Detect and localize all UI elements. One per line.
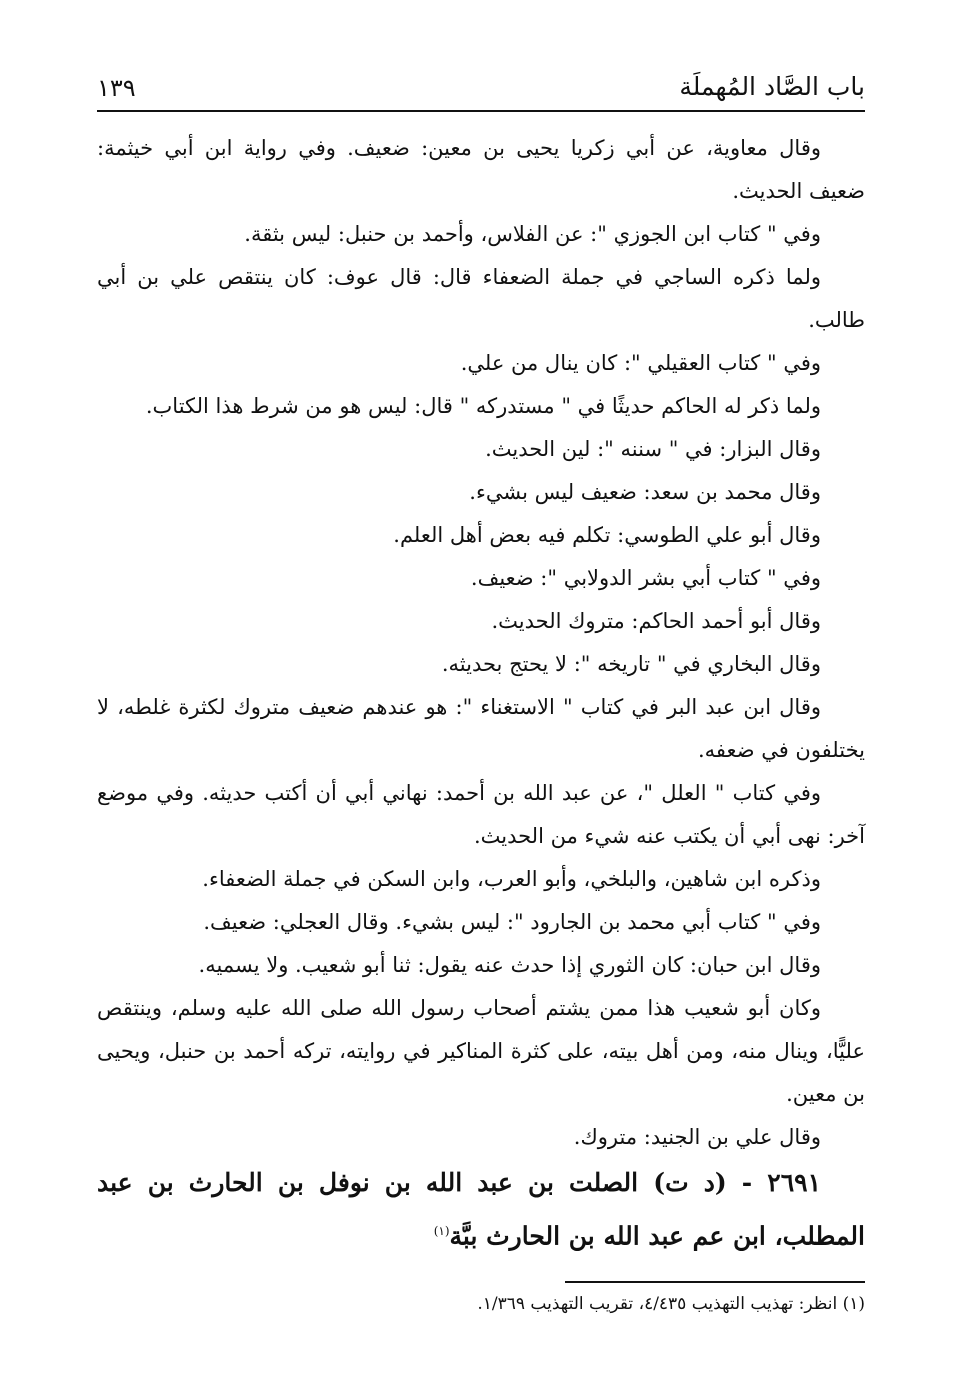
text-paragraph: وفي كتاب " العلل "، عن عبد الله بن أحمد: نهاني أبي أن أكتب حديثه. وفي موضع آخر: نهى أبي أن يكتب عنه شيء من الحديث. bbox=[97, 781, 865, 848]
entry-heading-text: ٢٦٩١ - (د ت) الصلت بن عبد الله بن نوفل بن الحارث بن عبد المطلب، ابن عم عبد الله بن الحارث ببَّة bbox=[97, 1168, 865, 1251]
entry-heading bbox=[97, 1159, 865, 1260]
text-paragraph: وفي " كتاب العقيلي ": كان ينال من علي. bbox=[460, 351, 821, 375]
text-paragraph: وقال أبو أحمد الحاكم: متروك الحديث. bbox=[491, 609, 821, 633]
text-paragraph: وقال البزار: في " سننه ": لين الحديث. bbox=[485, 437, 821, 461]
text-paragraph: وقال علي بن الجنيد: متروك. bbox=[573, 1125, 821, 1149]
text-paragraph: ولما ذكره الساجي في جملة الضعفاء قال: قال عوف: كان ينتقص علي بن أبي طالب. bbox=[97, 265, 865, 332]
header-rule bbox=[97, 110, 865, 112]
text-paragraph: وقال ابن حبان: كان الثوري إذا حدث عنه يقول: ثنا أبو شعيب. ولا يسميه. bbox=[198, 953, 821, 977]
text-paragraph: وفي " كتاب ابن الجوزي ": عن الفلاس، وأحمد بن حنبل: ليس بثقة. bbox=[244, 222, 821, 246]
text-paragraph: وذكره ابن شاهين، والبلخي، وأبو العرب، وابن السكن في جملة الضعفاء. bbox=[202, 867, 821, 891]
footnote-reference[interactable]: (١) bbox=[433, 1224, 450, 1238]
text-paragraph: وكان أبو شعيب هذا ممن يشتم أصحاب رسول الله صلى الله عليه وسلم، وينتقص عليًّا، وينال منه، ومن أهل بيته، على كثرة المناكير في روايته، تركه أحمد بن حنبل، ويحيى بن معين. bbox=[97, 996, 865, 1106]
footnote: (١) انظر: تهذيب التهذيب ٤/٤٣٥، تقريب التهذيب ١/٣٦٩. bbox=[477, 1294, 865, 1314]
page-number: ١٣٩ bbox=[97, 74, 136, 102]
text-paragraph: وقال ابن عبد البر في كتاب " الاستغناء ": هو عندهم ضعيف متروك لكثرة غلطه، لا يختلفون في ضعفه. bbox=[97, 695, 865, 762]
main-text bbox=[97, 127, 865, 1260]
text-paragraph: وقال محمد بن سعد: ضعيف ليس بشيء. bbox=[469, 480, 821, 504]
chapter-title: باب الصَّاد المُهملَة bbox=[679, 72, 865, 101]
text-paragraph: وقال أبو علي الطوسي: تكلم فيه بعض أهل العلم. bbox=[393, 523, 821, 547]
footnote-rule bbox=[565, 1281, 865, 1283]
text-paragraph: ولما ذكر له الحاكم حديثًا في " مستدركه " قال: ليس هو من شرط هذا الكتاب. bbox=[145, 394, 821, 418]
text-paragraph: وقال معاوية، عن أبي زكريا يحيى بن معين: ضعيف. وفي رواية ابن أبي خيثمة: ضعيف الحديث. bbox=[97, 136, 865, 203]
text-paragraph: وقال البخاري في " تاريخه ": لا يحتج بحديثه. bbox=[441, 652, 821, 676]
text-paragraph: وفي " كتاب أبي بشر الدولابي ": ضعيف. bbox=[470, 566, 821, 590]
text-paragraph: وفي " كتاب أبي محمد بن الجارود ": ليس بشيء. وقال العجلي: ضعيف. bbox=[203, 910, 821, 934]
running-header bbox=[97, 64, 865, 108]
